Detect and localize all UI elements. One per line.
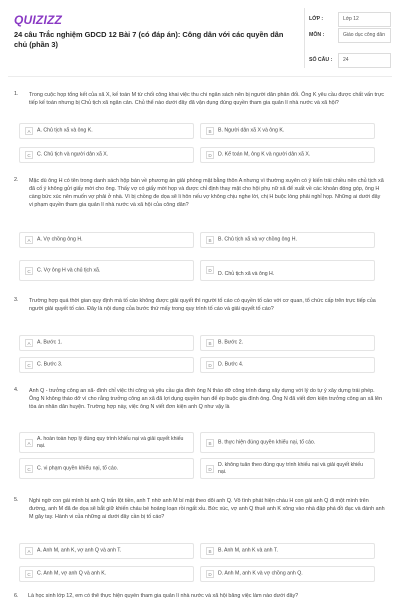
option-letter: C bbox=[25, 570, 33, 578]
option-letter: B bbox=[206, 339, 214, 347]
meta-divider bbox=[304, 8, 305, 68]
option-d[interactable] bbox=[200, 260, 375, 281]
option-letter: C bbox=[25, 267, 33, 275]
option-text: D. Anh M, anh K và vợ chồng anh Q. bbox=[218, 570, 303, 577]
option-letter: A bbox=[25, 236, 33, 244]
option-letter: A bbox=[25, 339, 33, 347]
option-text: C. Chủ tịch và người dân xã X. bbox=[37, 151, 109, 158]
option-a[interactable] bbox=[19, 335, 194, 351]
option-text: C. Anh M, vợ anh Q và anh K. bbox=[37, 570, 107, 577]
meta-mon-value: Giáo dục công dân bbox=[338, 28, 391, 43]
question-text: Anh Q - trưởng công an xã- đình chỉ việc thi công và yêu cầu gia đình ông N tháo dỡ công trình đang xây dựng với lý do tự ý xây dựng trái phép. Ông N không tháo dỡ vì cho rằng trưởng công an xã đã lợi dụng quyền hạn để ép buộc gia đình ông. Ông N đã viết đơn kiện trưởng công an xã lên tòa án nhân dân huyện. Trường hợp này, việc ông N viết đơn kiện anh Q như vậy là bbox=[29, 388, 383, 411]
meta-lop-value: Lớp 12 bbox=[338, 12, 391, 27]
option-c[interactable] bbox=[19, 147, 194, 163]
meta-mon-label: MÔN : bbox=[309, 32, 325, 38]
worksheet-header bbox=[0, 0, 400, 70]
option-letter: C bbox=[25, 361, 33, 369]
option-letter: B bbox=[206, 439, 214, 447]
option-letter: D bbox=[206, 570, 214, 578]
option-letter: A bbox=[25, 439, 33, 447]
question-text: Là học sinh lớp 12, em có thể thực hiện quyền tham gia quản lí nhà nước và xã hội bằng việc làm nào dưới đây? bbox=[28, 593, 299, 599]
question-text: Trường hợp quá thời gian quy định mà tố cáo không được giải quyết thì người tố cáo có quyền tố cáo với cơ quan, tổ chức cấp trên trực tiếp của người giải quyết tố cáo. Đây là nội dung của bước thứ mấy trong quy trình tố cáo và giải quyết tố cáo? bbox=[29, 298, 376, 313]
option-letter: A bbox=[25, 127, 33, 135]
option-c[interactable] bbox=[19, 458, 194, 479]
option-text: D. Chủ tịch xã và ông H. bbox=[218, 270, 275, 277]
option-letter: A bbox=[25, 547, 33, 555]
meta-socau-label: SỐ CÂU : bbox=[309, 57, 333, 63]
meta-lop-label: LỚP : bbox=[309, 16, 324, 22]
option-letter: D bbox=[206, 465, 214, 473]
option-text: D. không tuân theo đúng quy trình khiếu nại và giải quyết khiếu nại. bbox=[218, 461, 364, 475]
option-letter: D bbox=[206, 361, 214, 369]
option-b[interactable] bbox=[200, 335, 375, 351]
option-text: D. Kế toán M, ông K và người dân xã X. bbox=[218, 151, 311, 158]
option-d[interactable] bbox=[200, 458, 375, 479]
option-text: B. Bước 2. bbox=[218, 339, 244, 346]
option-d[interactable] bbox=[200, 566, 375, 582]
option-letter: B bbox=[206, 127, 214, 135]
option-b[interactable] bbox=[200, 432, 375, 453]
option-b[interactable] bbox=[200, 232, 375, 248]
option-text: C. Vợ ông H và chủ tịch xã. bbox=[37, 266, 101, 273]
option-letter: B bbox=[206, 236, 214, 244]
option-b[interactable] bbox=[200, 543, 375, 559]
option-b[interactable] bbox=[200, 123, 375, 139]
question-6-partial bbox=[14, 593, 394, 599]
question-text: Trong cuộc họp tổng kết của xã X, kế toán M từ chối công khai việc thu chi ngân sách nên bị người dân phản đối. Ông K yêu cầu được chất vấn trực tiếp kế toán nhưng bị Chủ tịch xã ngăn cản. Chủ thể nào dưới đây đã vận dụng đúng quyền tham gia quản lí nhà nước và xã hội? bbox=[29, 92, 385, 107]
question-number: 4. bbox=[14, 387, 19, 393]
option-d[interactable] bbox=[200, 357, 375, 373]
option-a[interactable] bbox=[19, 123, 194, 139]
question-number: 2. bbox=[14, 177, 19, 183]
option-letter: B bbox=[206, 547, 214, 555]
option-letter: D bbox=[206, 266, 214, 274]
question-number: 6. bbox=[14, 593, 19, 599]
option-text: B. Người dân xã X và ông K. bbox=[218, 127, 285, 134]
option-text: B. Chủ tịch xã và vợ chồng ông H. bbox=[218, 236, 297, 243]
option-letter: D bbox=[206, 151, 214, 159]
option-c[interactable] bbox=[19, 566, 194, 582]
option-text: A. Vợ chồng ông H. bbox=[37, 236, 83, 243]
option-text: A. Chủ tịch xã và ông K. bbox=[37, 127, 93, 134]
meta-socau-value: 24 bbox=[338, 53, 391, 68]
option-letter: C bbox=[25, 465, 33, 473]
option-text: A. hoàn toàn hợp lý đúng quy trình khiếu nại và giải quyết khiếu nại. bbox=[37, 435, 184, 449]
option-d[interactable] bbox=[200, 147, 375, 163]
option-a[interactable] bbox=[19, 543, 194, 559]
question-text: Nghi ngờ con gái mình bị anh Q trấn lột tiền, anh T nhờ anh M bí mật theo dõi anh Q. Vô tình phát hiện cháu H con gái anh Q đi một mình trên đường, anh M đã đe dọa sẽ bắt giữ khiến cháu bé hoảng loạn rồi ngất xỉu. Bức xúc, vợ anh Q thuê anh K xông vào nhà đập phá đồ đạc và đánh anh M gây tay. Hành vi của những ai dưới đây cần bị tố cáo? bbox=[29, 498, 385, 521]
option-letter: C bbox=[25, 151, 33, 159]
question-number: 5. bbox=[14, 497, 19, 503]
option-text: B. Anh M, anh K và anh T. bbox=[218, 547, 278, 554]
quizizz-logo: QUIZIZZ bbox=[14, 13, 63, 27]
option-text: A. Anh M, anh K, vợ anh Q và anh T. bbox=[37, 547, 122, 554]
page-title: 24 câu Trắc nghiệm GDCD 12 Bài 7 (có đáp án): Công dân với các quyền dân chủ (phần 3) bbox=[14, 30, 284, 49]
option-a[interactable] bbox=[19, 432, 194, 453]
question-number: 1. bbox=[14, 91, 19, 97]
option-c[interactable] bbox=[19, 357, 194, 373]
option-a[interactable] bbox=[19, 232, 194, 248]
question-number: 3. bbox=[14, 297, 19, 303]
option-text: A. Bước 1. bbox=[37, 339, 63, 346]
option-text: B. thực hiện đúng quyền khiếu nại, tố cáo. bbox=[218, 438, 316, 445]
option-text: C. vi phạm quyền khiếu nại, tố cáo. bbox=[37, 464, 119, 471]
option-c[interactable] bbox=[19, 260, 194, 281]
option-text: C. Bước 3. bbox=[37, 361, 63, 368]
header-divider bbox=[8, 76, 392, 77]
option-text: D. Bước 4. bbox=[218, 361, 244, 368]
question-text: Mặc dù ông H có tên trong danh sách hộp bán về phương án giải phóng mặt bằng thôn A nhưng vì thường xuyên có ý kiến trái chiều nên chủ tịch xã đã cố ý không gửi giấy mời cho ông. Thấy vợ có giấy mời họp và được chỉ định thay mặt cho hội phụ nữ xã để xuất về các khoản đóng góp, ông H càng bức xúc nên muốn vợ phải ở nhà. Vì bị chồng đe dọa sẽ li hôn nếu vợ không chịu nghe lời, chị H buộc lòng phải nghỉ họp. Những ai dưới đây vi phạm quyền tham gia quản lí nhà nước và xã hội của công dân? bbox=[29, 178, 384, 209]
